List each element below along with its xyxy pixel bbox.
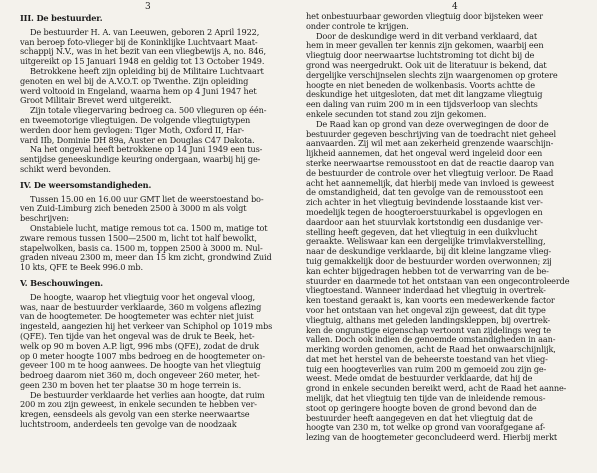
- text-line: op 0 meter hoogte 1007 mbs bedroeg en de hoogtemeter on-: [20, 351, 265, 361]
- text-line: van de hoogtemeter. De hoogtemeter was echter niet juist: [20, 312, 254, 322]
- text-line: luchtstroom, anderdeels ten gevolge van de noodzaak: [20, 420, 237, 430]
- text-line: vliegtuig door neerwaartse luchtstroming tot dicht bij de: [306, 51, 535, 61]
- text-line: Tussen 15.00 en 16.00 uur GMT liet de weerstoestand bo-: [30, 194, 264, 204]
- text-line: deskundige het uitgesloten, dat met dit langzame vliegtuig: [306, 90, 543, 100]
- text-line: kan echter bijgedragen hebben tot de verwarring van de be-: [306, 266, 549, 276]
- text-line: weest. Mede omdat de bestuurder verklaarde, dat hij de: [306, 374, 533, 384]
- text-line: De hoogte, waarop het vliegtuig voor het ongeval vloog,: [30, 292, 255, 302]
- text-line: werd voltooid in Engeland, waarna hem op 4 Juni 1947 het: [20, 86, 257, 96]
- text-line: stuurder en daarmede tot het ontstaan van een ongecontroleerde: [306, 276, 570, 286]
- text-line: sterke neerwaartse remousstoot en dat de reactie daarop van: [306, 158, 554, 168]
- text-line: hoogte en niet beneden de wolkenbasis. Voorts achtte de: [306, 80, 535, 90]
- text-line: voor het ontstaan van het ongeval zijn geweest, dat dit type: [306, 305, 546, 315]
- text-line: De bestuurder H. A. van Leeuwen, geboren 2 April 1922,: [30, 27, 260, 37]
- text-line: acht het aannemelijk, dat hierbij mede van invloed is geweest: [306, 178, 555, 188]
- text-line: (QFE). Ten tijde van het ongeval was de druk te Beek, het-: [20, 331, 255, 341]
- text-line: grond was neergedrukt. Ook uit de literatuur is bekend, dat: [306, 60, 547, 70]
- text-line: ven Zuid-Limburg zich beneden 2500 à 3000 m als volgt: [20, 204, 247, 214]
- text-line: sentijdse geneeskundige keuring ondergaan, waarbij hij ge-: [20, 155, 261, 165]
- text-line: zware remous tussen 1500—2500 m, licht tot half bewolkt,: [20, 233, 257, 243]
- text-line: tuig een hoogteverlies van ruim 200 m gemoeid zou zijn ge-: [306, 364, 547, 374]
- text-line: stelling heeft gegeven, dat het vliegtuig in een duikvlucht: [306, 227, 538, 237]
- text-line: aanvaarden. Zij wil met aan zekerheid grenzende waarschijn-: [306, 139, 554, 149]
- text-line: de omstandigheid, dat ten gevolge van de remousstoot een: [306, 188, 544, 198]
- text-line: Door de deskundige werd in dit verband verklaard, dat: [316, 31, 538, 41]
- text-line: lijkheid aannemen, dat het ongeval werd ingeleid door een: [306, 149, 543, 159]
- text-line: beschrijven:: [20, 214, 69, 224]
- left-column: [20, 12, 292, 430]
- text-line: Groot Militair Brevet werd uitgereikt.: [20, 96, 172, 106]
- text-line: 10 kts, QFE te Beek 996.0 mb.: [20, 263, 143, 273]
- text-line: uitgereikt op 15 Januari 1948 en geldig tot 13 October 1949.: [20, 57, 265, 67]
- text-line: Zijn totale vliegervaring bedroeg ca. 500 vlieguren op één-: [30, 106, 267, 116]
- text-line: lezing van de hoogtemeter geconcludeerd werd. Hierbij merkt: [306, 433, 558, 443]
- text-line: melijk, dat het vliegtuig ten tijde van de inleidende remous-: [306, 394, 546, 404]
- text-line: zich achter in het vliegtuig bevindende losstaande kist ver-: [306, 198, 543, 208]
- text-line: geen 230 m boven het ter plaatse 30 m hoge terrein is.: [20, 380, 242, 390]
- text-line: tuig gemakkelijk door de bestuurder worden overwonnen; zij: [306, 256, 552, 266]
- page-number-right: 4: [452, 2, 458, 12]
- text-line: Na het ongeval heeft betrokkene op 14 Juni 1949 een tus-: [30, 145, 263, 155]
- text-line: vliegtoestand. Wanneer inderdaad het vliegtuig in overtrek-: [306, 286, 546, 296]
- text-line: moedelijk tegen de hoogteroerstuurkabel is opgevlogen en: [306, 207, 543, 217]
- text-line: ken de ongunstige eigenschap vertoont van zijdelings weg te: [306, 325, 551, 335]
- text-line: een daling van ruim 200 m in een tijdsverloop van slechts: [306, 100, 538, 110]
- text-line: enkele secunden tot stand zou zijn gekomen.: [306, 109, 487, 119]
- text-line: en tweemotorige vliegtuigen. De volgende vliegtuigtypen: [20, 115, 251, 125]
- right-column: [306, 12, 578, 443]
- text-line: onder controle te krijgen.: [306, 21, 409, 31]
- text-line: kregen, eensdeels als gevolg van een sterke neerwaartse: [20, 410, 250, 420]
- page-number-left: 3: [145, 2, 151, 12]
- text-line: welk op 90 m boven A.P. ligt, 996 mbs (QFE), zodat de druk: [20, 341, 259, 351]
- text-line: werden door hem gevlogen: Tiger Moth, Oxford II, Har-: [20, 125, 245, 135]
- text-line: De Raad kan op grond van deze overwegingen de door de: [316, 119, 549, 129]
- text-line: stoot op geringere hoogte boven de grond bevond dan de: [306, 403, 537, 413]
- text-line: was, naar de bestuurder verklaarde, 360 m volgens aflezing: [20, 302, 262, 312]
- section-heading: V. Beschouwingen.: [20, 278, 104, 288]
- text-line: hem in meer gevallen ter kennis zijn gekomen, waarbij een: [306, 41, 544, 51]
- text-line: De bestuurder verklaarde het verlies aan hoogte, dat ruim: [30, 390, 265, 400]
- text-line: vard IIb, Dominie DH 89a, Auster en Douglas C47 Dakota.: [20, 135, 255, 145]
- text-line: dergelijke verschijnselen slechts zijn waargenomen op grotere: [306, 70, 558, 80]
- text-line: grond in enkele secunden bereikt werd, acht de Raad het aanne-: [306, 384, 567, 394]
- text-line: de bestuurder de controle over het vliegtuig verloor. De Raad: [306, 168, 554, 178]
- text-line: bestuurder gegeven beschrijving van de toedracht niet geheel: [306, 129, 556, 139]
- text-line: stapelwolken, basis ca. 1500 m, toppen 2500 à 3000 m. Nul-: [20, 243, 263, 253]
- text-line: geraakte. Weliswaar kan een dergelijke trimvlakverstelling,: [306, 237, 546, 247]
- text-line: vallen. Doch ook indien de genoemde omstandigheden in aan-: [306, 335, 556, 345]
- text-line: daardoor aan het stuurvlak kortstondig een dusdanige ver-: [306, 217, 543, 227]
- text-line: 200 m zou zijn geweest, in enkele secunden te hebben ver-: [20, 400, 257, 410]
- text-line: dat met het herstel van de beheerste toestand van het vlieg-: [306, 354, 548, 364]
- text-line: bestuurder heeft aangegeven en dat het vliegtuig dat de: [306, 413, 533, 423]
- text-line: bedroeg daarom niet 360 m, doch ongeveer 260 meter, het-: [20, 371, 260, 381]
- text-line: Betrokkene heeft zijn opleiding bij de Militaire Luchtvaart: [30, 66, 264, 76]
- text-line: ingesteld, aangezien hij het verkeer van Schiphol op 1019 mbs: [20, 322, 273, 332]
- paragraph-gap: [20, 175, 292, 179]
- text-line: vliegtuig, althans met geleden landingskleppen, bij overtrek-: [306, 315, 550, 325]
- section-heading: III. De bestuurder.: [20, 14, 103, 23]
- text-line: naar de deskundige verklaarde, bij dit kleine langzame vlieg-: [306, 247, 552, 257]
- text-line: het onbestuurbaar geworden vliegtuig door bijsteken weer: [306, 12, 543, 21]
- text-line: genoten en wel bij de A.V.O.T. op Twenthe. Zijn opleiding: [20, 76, 249, 86]
- text-line: hoogte van 230 m, tot welke op grond van voorafgegane af-: [306, 423, 546, 433]
- text-line: merking worden genomen, acht de Raad het onwaarschijnlijk,: [306, 345, 556, 355]
- text-line: ken toestand geraakt is, kan voorts een medewerkende factor: [306, 296, 555, 306]
- section-heading: IV. De weersomstandigheden.: [20, 180, 152, 190]
- text-line: Onstabiele lucht, matige remous tot ca. 1500 m, matige tot: [30, 223, 268, 233]
- paragraph-gap: [20, 273, 292, 277]
- text-line: schappij N.V., was in het bezit van een vliegbewijs A, no. 846,: [20, 47, 266, 57]
- text-line: graden niveau 2300 m, meer dan 15 km zicht, grondwind Zuid: [20, 253, 272, 263]
- text-line: geveer 100 m te hoog aanwees. De hoogte van het vliegtuig: [20, 361, 261, 371]
- text-line: schikt werd bevonden.: [20, 164, 111, 174]
- text-line: van beroep foto-vlieger bij de Koninklijke Luchtvaart Maat-: [20, 37, 258, 47]
